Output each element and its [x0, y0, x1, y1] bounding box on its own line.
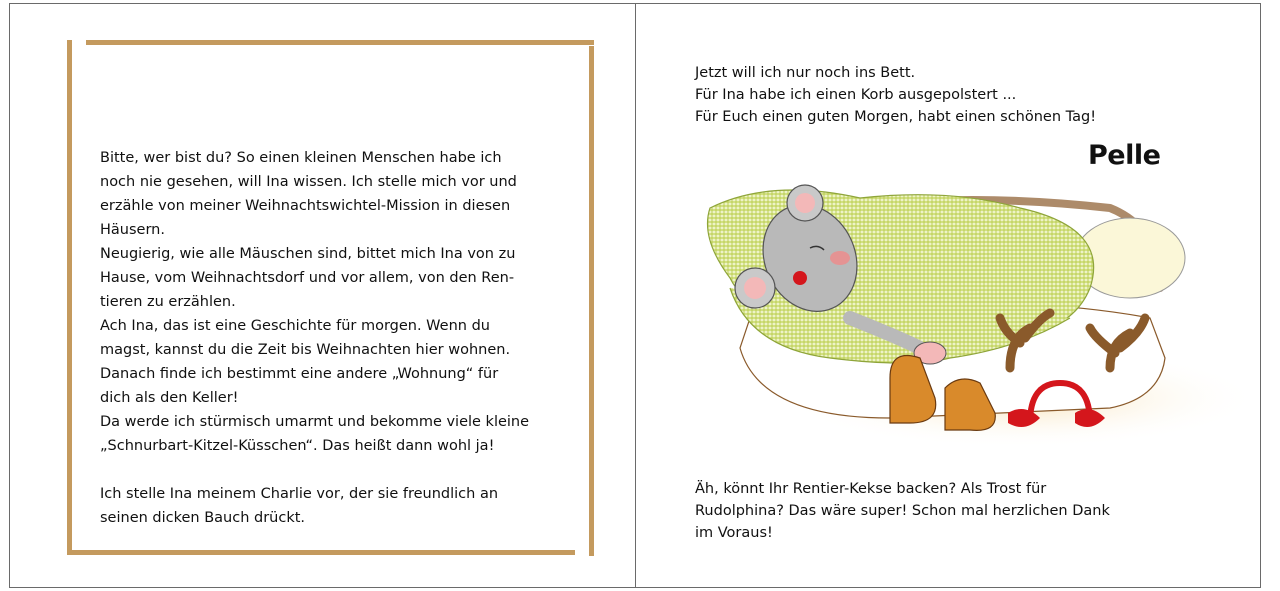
story-text — [100, 146, 580, 530]
frame-top-bar — [86, 40, 594, 45]
frame-left-bar — [67, 40, 72, 555]
story-line: dich als den Keller! — [100, 390, 239, 406]
story-line: „Schnurbart-Kitzel-Küsschen“. Das heißt dann wohl ja! — [100, 438, 495, 454]
story-line: Danach finde ich bestimmt eine andere „Wohnung“ für — [100, 366, 499, 382]
text-line: Äh, könnt Ihr Rentier-Kekse backen? Als Trost für — [695, 481, 1047, 497]
story-line: tieren zu erzählen. — [100, 294, 236, 310]
right-top-text — [695, 62, 1195, 128]
story-line: Bitte, wer bist du? So einen kleinen Menschen habe ich — [100, 150, 502, 166]
frame-bottom-bar — [67, 550, 575, 555]
paragraph-gap — [100, 458, 580, 482]
story-line: Neugierig, wie alle Mäuschen sind, bittet mich Ina von zu — [100, 246, 516, 262]
story-line: seinen dicken Bauch drückt. — [100, 510, 306, 526]
text-line: Rudolphina? Das wäre super! Schon mal herzlichen Dank — [695, 503, 1110, 519]
text-line: Für Ina habe ich einen Korb ausgepolstert ... — [695, 87, 1017, 103]
mouse-sleeping-in-basket-illustration — [690, 168, 1250, 448]
frame-right-bar — [589, 46, 594, 556]
text-line: Für Euch einen guten Morgen, habt einen schönen Tag! — [695, 109, 1097, 125]
story-line: Ich stelle Ina meinem Charlie vor, der sie freundlich an — [100, 486, 499, 502]
story-line: Hause, vom Weihnachtsdorf und vor allem, von den Ren- — [100, 270, 515, 286]
right-bottom-text — [695, 478, 1165, 544]
text-line: Jetzt will ich nur noch ins Bett. — [695, 65, 916, 81]
text-line: im Voraus! — [695, 525, 773, 541]
story-line: Ach Ina, das ist eine Geschichte für morgen. Wenn du — [100, 318, 490, 334]
signature: Pelle — [1088, 140, 1161, 171]
story-line: erzähle von meiner Weihnachtswichtel-Mission in diesen — [100, 198, 511, 214]
story-line: magst, kannst du die Zeit bis Weihnachten hier wohnen. — [100, 342, 511, 358]
story-line: noch nie gesehen, will Ina wissen. Ich stelle mich vor und — [100, 174, 517, 190]
story-line: Häusern. — [100, 222, 165, 238]
story-line: Da werde ich stürmisch umarmt und bekomme viele kleine — [100, 414, 530, 430]
